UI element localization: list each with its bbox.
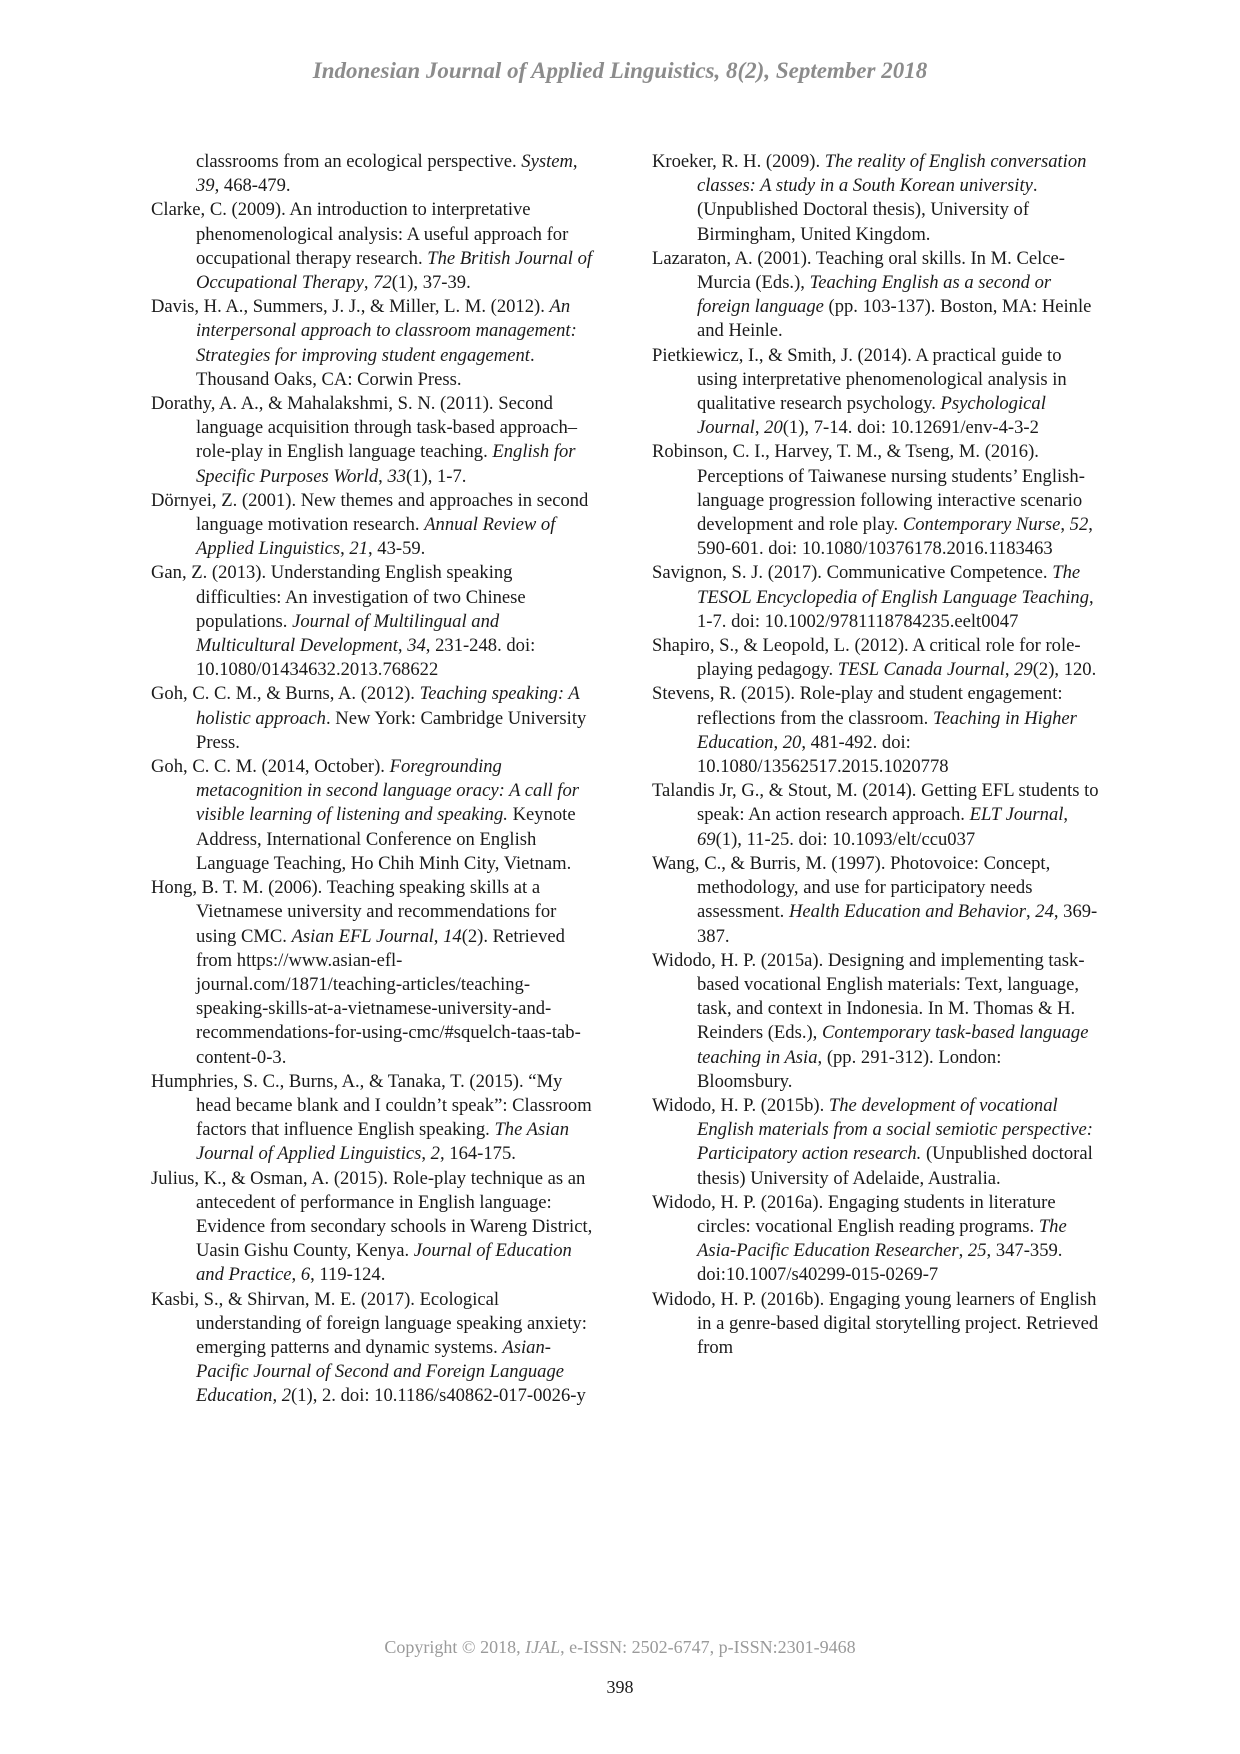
reference-italic-text: 24 (1035, 901, 1054, 923)
reference-entry (151, 682, 596, 755)
reference-italic-text: Journal of Multilingual and Multicultural Development (196, 610, 500, 657)
reference-text: , (754, 417, 765, 439)
reference-italic-text: System (521, 151, 573, 172)
reference-italic-text: 69 (697, 828, 716, 850)
reference-italic-text: Contemporary task-based language teaching in Asia (697, 1022, 1089, 1068)
reference-text: , (pp. 291-312). London: Bloomsbury. (697, 1046, 1002, 1092)
reference-text: Kasbi, S., & Shirvan, M. E. (2017). Ecological understanding of foreign language speaking anxiety: emerging patterns and dynamic systems. (151, 1288, 587, 1358)
reference-italic-text: 52 (1069, 514, 1089, 536)
reference-text: Widodo, H. P. (2016a). Engaging students in literature circles: vocational English reading programs. (652, 1191, 1056, 1237)
reference-italic-text: 25 (967, 1240, 987, 1262)
reference-text: Widodo, H. P. (2015a). Designing and implementing task-based vocational English materials: Text, language, task, and context in Indonesia. In M. Thomas & H. Reinders (Eds.), (652, 949, 1085, 1044)
references-right-column (652, 150, 1100, 1360)
reference-italic-text: ELT Journal (969, 804, 1064, 826)
reference-italic-text: The TESOL Encyclopedia of English Language Teaching (697, 562, 1090, 608)
reference-text: (1), 7-14. doi: 10.12691/env-4-3-2 (782, 417, 1039, 439)
reference-text: . Thousand Oaks, CA: Corwin Press. (196, 344, 535, 390)
reference-entry (652, 852, 1100, 949)
reference-text: (2). Retrieved from https://www.asian-efl-journal.com/1871/teaching-articles/teaching-speaking-skills-at-a-vietnamese-university-and-recommendations-for-using-cmc/#squelch-taas-tab-content-0-3. (196, 925, 581, 1068)
reference-entry (151, 755, 596, 876)
reference-text: , (433, 925, 444, 947)
reference-entry (652, 779, 1100, 852)
copyright-prefix: Copyright © 2018, (384, 1637, 526, 1657)
reference-text: , 369-387. (697, 901, 1098, 947)
reference-text: Kroeker, R. H. (2009). (652, 151, 825, 172)
reference-text: Shapiro, S., & Leopold, L. (2012). A critical role for role-playing pedagogy. (652, 635, 1081, 681)
reference-italic-text: The British Journal of Occupational Therapy (196, 247, 593, 294)
reference-italic-text: The development of vocational English materials from a social semiotic perspective: Participatory action research. (697, 1094, 1093, 1165)
reference-entry (652, 634, 1100, 682)
reference-text: classrooms from an ecological perspective. (196, 151, 522, 172)
reference-italic-text: Teaching speaking: A holistic approach (196, 683, 580, 729)
reference-italic-text: Health Education and Behavior (788, 901, 1026, 923)
reference-text: , (363, 272, 374, 294)
footer-copyright (0, 1637, 1240, 1658)
reference-text: , 468-479. (214, 175, 291, 197)
reference-text: Widodo, H. P. (2016b). Engaging young learners of English in a genre-based digital storytelling project. Retrieved from (652, 1288, 1099, 1358)
reference-text: Gan, Z. (2013). Understanding English speaking difficulties: An investigation of two Chinese populations. (151, 562, 526, 632)
reference-text: Dörnyei, Z. (2001). New themes and approaches in second language motivation research. (151, 489, 589, 536)
reference-text: , (378, 465, 388, 487)
reference-text: Robinson, C. I., Harvey, T. M., & Tseng, M. (2016). Perceptions of Taiwanese nursing students’ English-language progression following interactive scenario development and role play. (652, 441, 1085, 536)
reference-entry (652, 1288, 1100, 1361)
reference-italic-text: 6 (300, 1264, 311, 1286)
reference-text: (1), 1-7. (406, 465, 467, 487)
reference-text: Stevens, R. (2015). Role-play and student engagement: reflections from the classroom. (652, 683, 1063, 729)
reference-entry (151, 876, 596, 1070)
reference-text: (2), 120. (1032, 659, 1097, 681)
reference-text: Talandis Jr, G., & Stout, M. (2014). Getting EFL students to speak: An action research approach. (652, 780, 1099, 826)
reference-italic-text: The reality of English conversation classes: A study in a South Korean university (697, 151, 1087, 197)
reference-text: , 590-601. doi: 10.1080/10376178.2016.1183463 (697, 514, 1093, 560)
reference-italic-text: Asian-Pacific Journal of Second and Foreign Language Education (196, 1336, 565, 1407)
reference-entry (151, 392, 596, 489)
reference-text: , 119-124. (310, 1264, 386, 1286)
reference-text: Hong, B. T. M. (2006). Teaching speaking skills at a Vietnamese university and recommendations for using CMC. (151, 877, 557, 947)
reference-italic-text: Psychological Journal (697, 393, 1046, 439)
reference-text: Pietkiewicz, I., & Smith, J. (2014). A practical guide to using interpretative phenomenological analysis in qualitative research psychology. (652, 344, 1067, 415)
reference-entry (652, 1191, 1100, 1288)
reference-italic-text: 72 (373, 272, 392, 294)
reference-italic-text: The Asia-Pacific Education Researcher (697, 1215, 1067, 1262)
reference-italic-text: Asian EFL Journal (291, 925, 434, 947)
reference-text: , (272, 1385, 282, 1407)
reference-text: , (397, 635, 408, 657)
reference-italic-text: TESL Canada Journal (837, 659, 1005, 681)
page-number: 398 (606, 1677, 634, 1697)
copyright-journal: IJAL (525, 1637, 561, 1657)
reference-text: , (1004, 659, 1015, 681)
reference-italic-text: Teaching in Higher Education (697, 707, 1077, 753)
reference-entry (652, 247, 1100, 344)
reference-italic-text: 29 (1014, 659, 1033, 681)
reference-text: . New York: Cambridge University Press. (196, 707, 587, 753)
references-left-column (151, 150, 596, 1409)
reference-text: Davis, H. A., Summers, J. J., & Miller, L. M. (2012). (151, 296, 550, 318)
reference-italic-text: 21 (349, 538, 368, 560)
reference-entry (652, 440, 1100, 561)
reference-text: , (1025, 901, 1036, 923)
reference-text: , 164-175. (439, 1143, 516, 1165)
running-header: Indonesian Journal of Applied Linguistics, 8(2), September 2018 (312, 58, 928, 83)
reference-italic-text: An interpersonal approach to classroom management: Strategies for improving student engagement (196, 296, 577, 366)
reference-text: Dorathy, A. A., & Mahalakshmi, S. N. (2011). Second language acquisition through task-based approach–role-play in English language teaching. (151, 393, 578, 463)
reference-entry (652, 344, 1100, 441)
reference-italic-text: Teaching English as a second or foreign language (697, 272, 1052, 318)
reference-text: , 481-492. doi: 10.1080/13562517.2015.1020778 (697, 731, 949, 778)
reference-text: Humphries, S. C., Burns, A., & Tanaka, T. (2015). “My head became blank and I couldn’t speak”: Classroom factors that influence English speaking. (151, 1070, 592, 1141)
reference-text: , (572, 151, 578, 172)
reference-text: , (773, 731, 783, 753)
reference-italic-text: 33 (387, 465, 407, 487)
reference-text: (pp. 103-137). Boston, MA: Heinle and Heinle. (697, 296, 1092, 342)
reference-text: Clarke, C. (2009). An introduction to interpretative phenomenological analysis: A useful approach for occupational therapy research. (151, 199, 569, 269)
reference-italic-text: 34 (407, 635, 426, 657)
reference-italic-text: 20 (782, 731, 802, 753)
reference-italic-text: 14 (443, 925, 462, 947)
reference-text: , (291, 1264, 301, 1286)
reference-text: Keynote Address, International Conference on English Language Teaching, Ho Chih Minh City, Vietnam. (196, 804, 576, 874)
reference-text: , (340, 538, 350, 560)
reference-text: , (958, 1240, 968, 1262)
reference-text: Widodo, H. P. (2015b). (652, 1094, 829, 1116)
reference-entry (151, 295, 596, 392)
reference-italic-text: 2 (281, 1385, 292, 1407)
reference-italic-text: Foregrounding metacognition in second language oracy: A call for visible learning of listening and speaking. (196, 756, 580, 826)
reference-text: , 347-359. doi:10.1007/s40299-015-0269-7 (697, 1240, 1063, 1286)
reference-entry (151, 198, 596, 295)
reference-entry (151, 561, 596, 682)
reference-text: , 1-7. doi: 10.1002/9781118784235.eelt0047 (697, 586, 1094, 632)
reference-text: , (1060, 514, 1070, 536)
reference-entry (151, 1288, 596, 1409)
reference-italic-text: Journal of Education and Practice (196, 1240, 572, 1286)
reference-text: . (Unpublished Doctoral thesis), University of Birmingham, United Kingdom. (697, 175, 1038, 245)
reference-italic-text: 39 (196, 175, 215, 197)
reference-text: , (1063, 804, 1069, 826)
reference-text: Savignon, S. J. (2017). Communicative Competence. (652, 562, 1053, 584)
reference-text: , 231-248. doi: 10.1080/01434632.2013.768622 (196, 635, 536, 681)
reference-entry (652, 682, 1100, 779)
reference-text: , (421, 1143, 431, 1165)
reference-entry (151, 1167, 596, 1288)
reference-italic-text: 20 (764, 417, 783, 439)
reference-entry (652, 949, 1100, 1094)
reference-text: Lazaraton, A. (2001). Teaching oral skills. In M. Celce-Murcia (Eds.), (652, 247, 1065, 294)
reference-text: Julius, K., & Osman, A. (2015). Role-play technique as an antecedent of performance in English language: Evidence from secondary schools in Wareng District, Uasin Gishu County, Kenya. (151, 1167, 593, 1262)
copyright-suffix: , e-ISSN: 2502-6747, p-ISSN:2301-9468 (560, 1637, 856, 1657)
reference-italic-text: The Asian Journal of Applied Linguistics (196, 1119, 570, 1165)
reference-text: Goh, C. C. M. (2014, October). (151, 756, 390, 778)
reference-entry (652, 150, 1100, 247)
reference-italic-text: English for Specific Purposes World (196, 441, 576, 487)
reference-entry (652, 1094, 1100, 1191)
reference-entry (151, 1070, 596, 1167)
reference-text: , 43-59. (368, 538, 426, 560)
reference-text: (1), 11-25. doi: 10.1093/elt/ccu037 (715, 828, 976, 850)
reference-italic-text: Contemporary Nurse (902, 514, 1061, 536)
reference-text: (1), 2. doi: 10.1186/s40862-017-0026-y (291, 1385, 586, 1407)
reference-text: Goh, C. C. M., & Burns, A. (2012). (151, 683, 420, 705)
reference-italic-text: 2 (430, 1143, 440, 1165)
reference-text: Wang, C., & Burris, M. (1997). Photovoice: Concept, methodology, and use for participatory needs assessment. (652, 852, 1051, 923)
reference-entry (151, 150, 596, 198)
reference-text: (Unpublished doctoral thesis) University of Adelaide, Australia. (697, 1143, 1093, 1189)
reference-text: (1), 37-39. (391, 272, 471, 294)
reference-entry (151, 489, 596, 562)
reference-entry (652, 561, 1100, 634)
reference-italic-text: Annual Review of Applied Linguistics (196, 514, 556, 560)
